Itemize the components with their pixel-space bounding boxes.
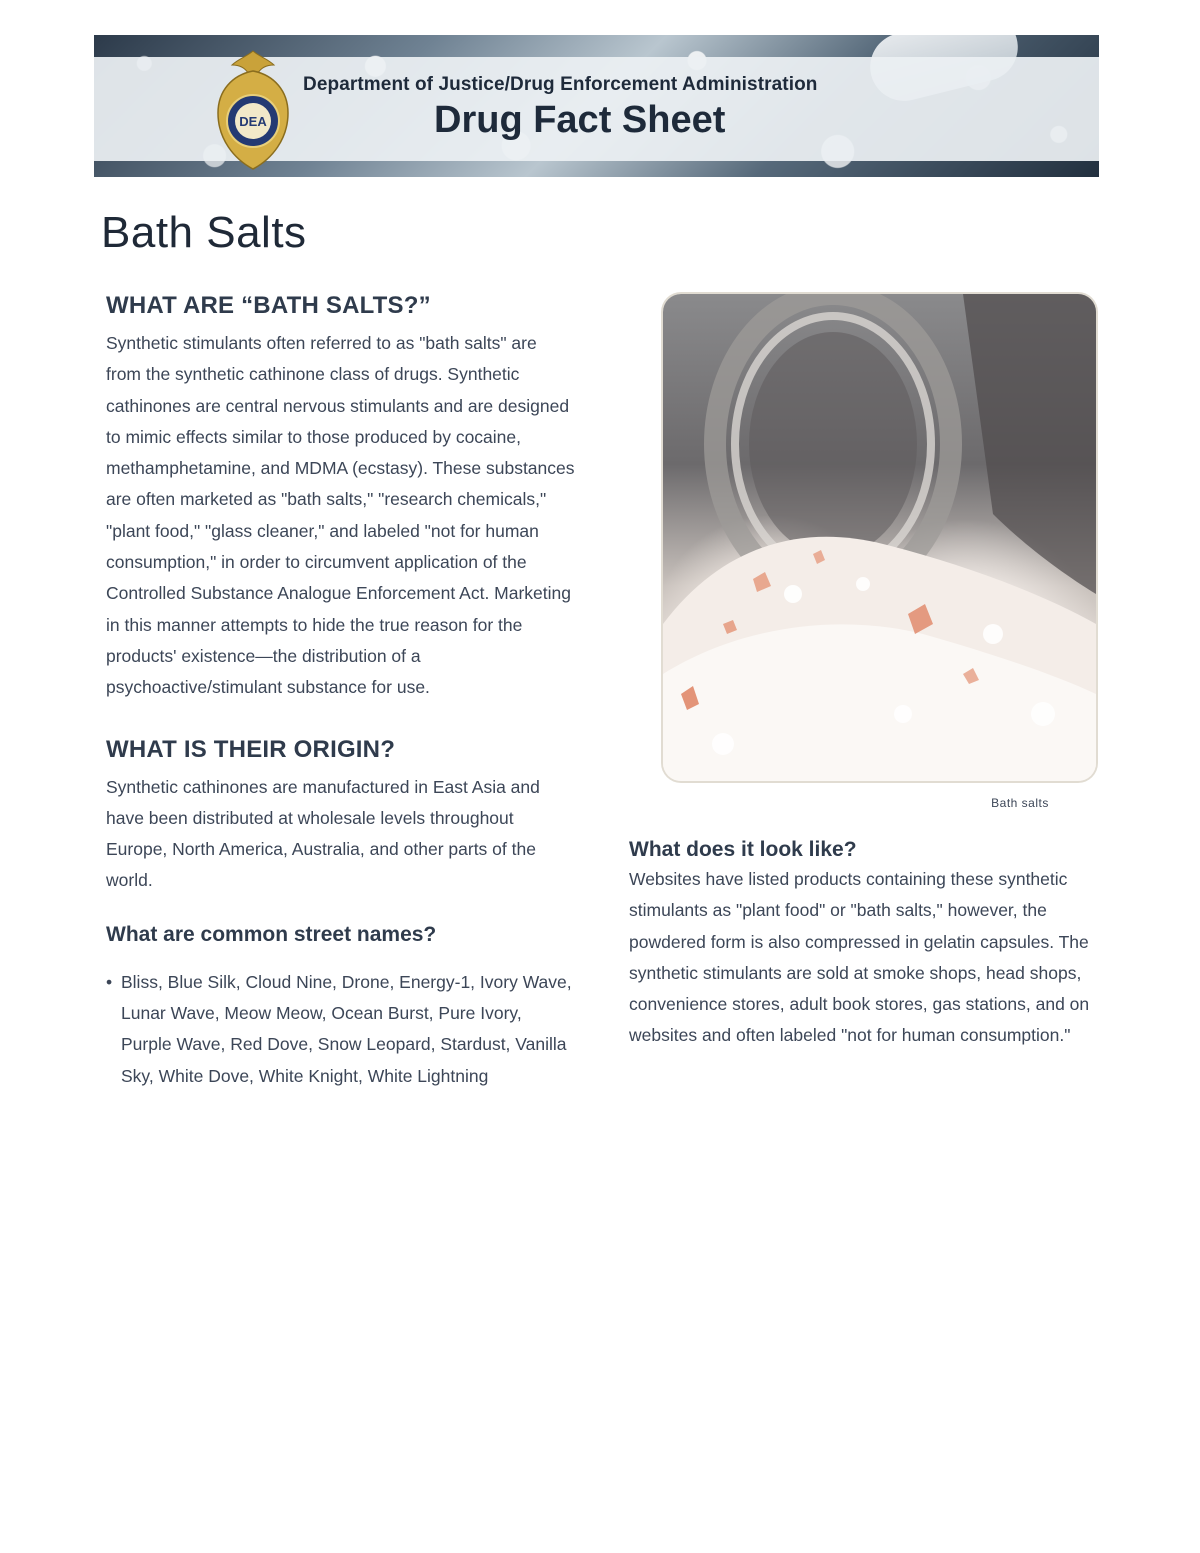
badge-text: DEA [239, 114, 267, 129]
section-heading-look-like: What does it look like? [629, 838, 857, 861]
street-names-list [106, 967, 576, 1092]
sheet-title: Drug Fact Sheet [434, 99, 726, 141]
dea-badge-icon [212, 49, 294, 173]
right-column [629, 838, 1109, 1052]
list-item: • Bliss, Blue Silk, Cloud Nine, Drone, Energy-1, Ivory Wave, Lunar Wave, Meow Meow, Ocean Burst, Pure Ivory, Purple Wave, Red Dove, Snow Leopard, Stardust, Vanilla Sky, White Dove, White Knight, White Lightning [106, 967, 576, 1092]
section-look-like [629, 838, 1109, 1052]
section-body-origin: Synthetic cathinones are manufactured in East Asia and have been distributed at wholesale levels throughout Europe, North America, Australia, and other parts of the world. [106, 776, 540, 891]
section-body-what-are: Synthetic stimulants often referred to as "bath salts" are from the synthetic cathinone class of drugs. Synthetic cathinones are central nervous stimulants and are designed to mimic effects similar to those produced by cocaine, methamphetamine, and MDMA (ecstasy). These substances are often marketed as "bath salts," "research chemicals," "plant food," "glass cleaner," and labeled "not for human consumption," in order to circumvent application of the Controlled Substance Analogue Enforcement Act. Marketing in this manner attempts to hide the true reason for the products' existence—the distribution of a psychoactive/stimulant substance for use. [106, 333, 575, 698]
section-heading-what-are: WHAT ARE “BATH SALTS?” [106, 292, 431, 319]
agency-name: Department of Justice/Drug Enforcement Administration [303, 74, 818, 95]
header-banner [94, 35, 1099, 177]
section-street-names [106, 923, 576, 1092]
section-body-look-like: Websites have listed products containing these synthetic stimulants as "plant food" or "bath salts," however, the powdered form is also compressed in gelatin capsules. The synthetic stimulants are sold at smoke shops, head shops, convenience stores, adult book stores, gas stations, and on websites and often labeled "not for human consumption." [629, 869, 1090, 1046]
section-heading-street-names: What are common street names? [106, 922, 437, 946]
bath-salts-photo [663, 294, 1096, 781]
section-origin [106, 736, 576, 897]
page-title: Bath Salts [101, 208, 307, 257]
section-heading-origin: WHAT IS THEIR ORIGIN? [106, 735, 396, 763]
jar-illustration [663, 294, 1096, 781]
section-what-are [106, 292, 576, 704]
left-column [106, 292, 576, 1092]
photo-caption: Bath salts [991, 796, 1049, 810]
